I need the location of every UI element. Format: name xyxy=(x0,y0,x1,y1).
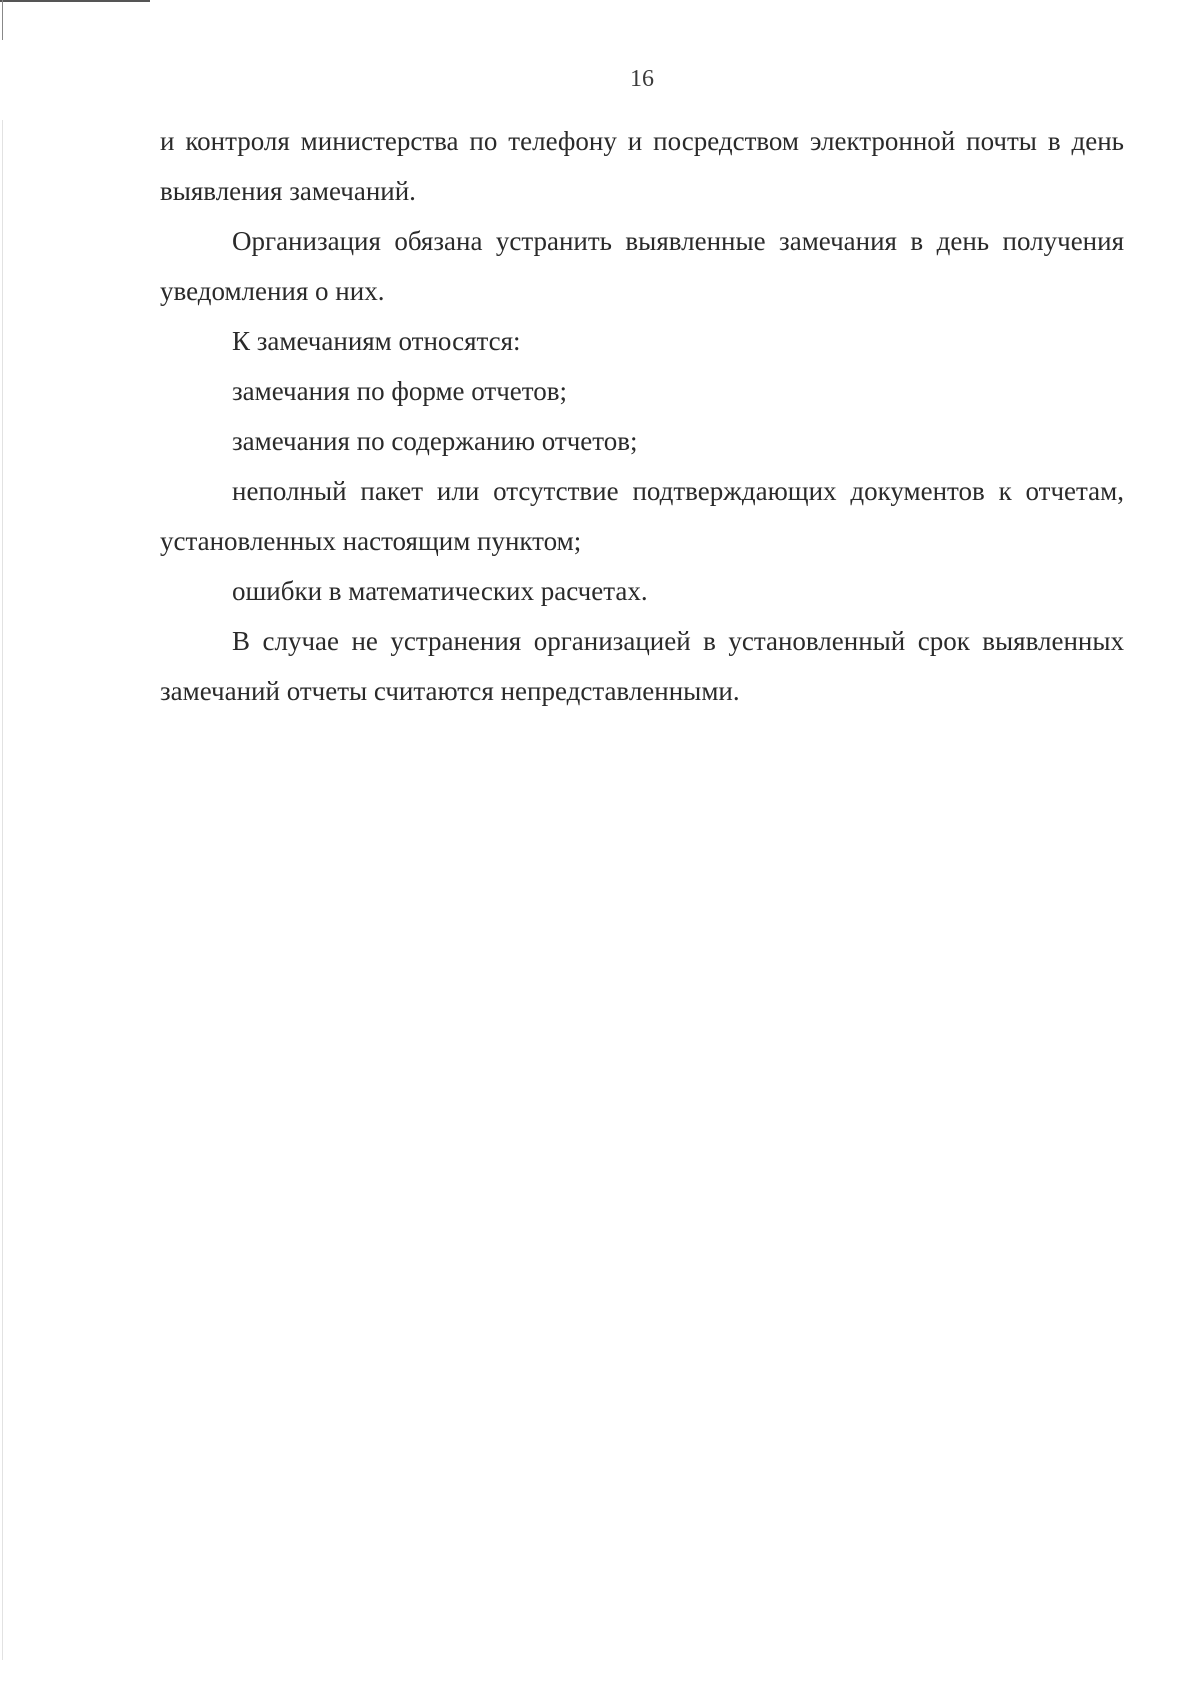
paragraph-3: К замечаниям относятся: xyxy=(232,326,521,356)
page-number: 16 xyxy=(630,66,654,92)
paragraph-7: ошибки в математических расчетах. xyxy=(232,576,648,606)
paragraph-8: В случае не устранения организацией в установленный срок выявленных замечаний отчеты считаются непредставленными. xyxy=(160,626,1124,706)
document-body xyxy=(160,116,1124,716)
paragraph-4: замечания по форме отчетов; xyxy=(232,376,567,406)
paragraph-2: Организация обязана устранить выявленные замечания в день получения уведомления о них. xyxy=(160,226,1124,306)
paragraph-5: замечания по содержанию отчетов; xyxy=(232,426,638,456)
scan-edge-top xyxy=(0,0,150,2)
scan-edge-left-faint xyxy=(2,120,3,1660)
paragraph-1: и контроля министерства по телефону и посредством электронной почты в день выявления замечаний. xyxy=(160,126,1124,206)
scan-edge-left xyxy=(2,0,3,40)
paragraph-6: неполный пакет или отсутствие подтверждающих документов к отчетам, установленных настоящим пунктом; xyxy=(160,476,1124,556)
